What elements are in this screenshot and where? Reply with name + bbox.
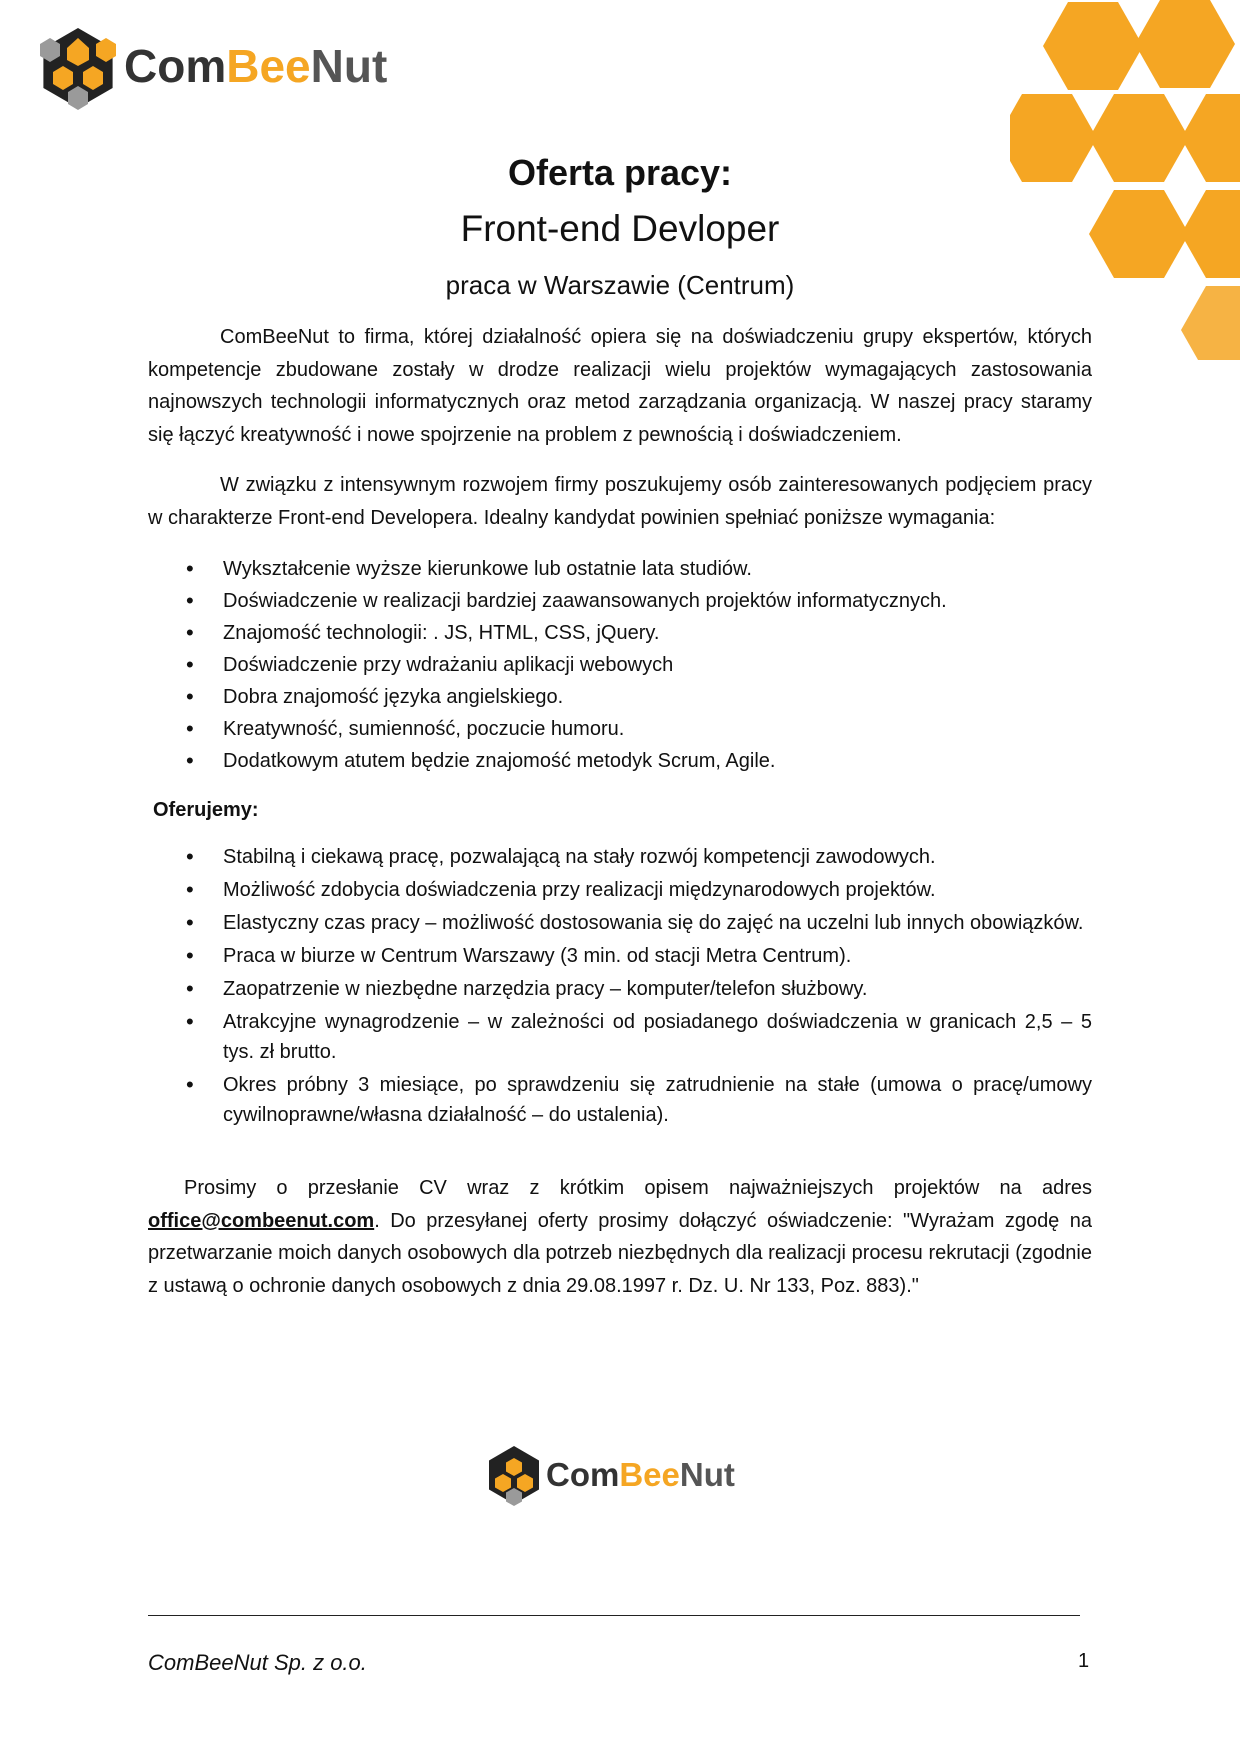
company-logo-bottom xyxy=(484,1440,756,1510)
list-item: • Elastyczny czas pracy – możliwość dostosowania się do zajęć na uczelni lub innych obowiązków. xyxy=(148,908,1092,938)
page-title: Oferta pracy: xyxy=(507,152,733,193)
list-item: • Dobra znajomość języka angielskiego. xyxy=(148,682,1092,712)
list-item: • Zaopatrzenie w niezbędne narzędzia pracy – komputer/telefon służbowy. xyxy=(148,974,1092,1004)
list-item: • Atrakcyjne wynagrodzenie – w zależności od posiadanego doświadczenia w granicach 2,5 – 5 tys. zł brutto. xyxy=(148,1007,1092,1067)
page-number: 1 xyxy=(1078,1650,1090,1672)
list-item: • Doświadczenie w realizacji bardziej zaawansowanych projektów informatycznych. xyxy=(148,586,1092,616)
logo-text-com: Com xyxy=(546,1456,620,1493)
list-item: • Kreatywność, sumienność, poczucie humoru. xyxy=(148,714,1092,744)
closing-paragraph xyxy=(148,1172,1092,1302)
list-item: • Dodatkowym atutem będzie znajomość metodyk Scrum, Agile. xyxy=(148,746,1092,776)
logo-text-bee: Bee xyxy=(226,40,311,92)
list-item: • Okres próbny 3 miesiące, po sprawdzeniu się zatrudnienie na stałe (umowa o pracę/umowy cywilnoprawne/własna działalność – do ustalenia). xyxy=(148,1070,1092,1130)
offer-heading: Oferujemy: xyxy=(153,799,259,821)
list-item: • Znajomość technologii: . JS, HTML, CSS, jQuery. xyxy=(148,618,1092,648)
title-block xyxy=(148,148,1092,308)
job-title: Front-end Devloper xyxy=(460,208,780,249)
email-link[interactable]: office@combeenut.com xyxy=(148,1209,375,1232)
list-item: • Stabilną i ciekawą pracę, pozwalającą na stały rozwój kompetencji zawodowych. xyxy=(148,842,1092,872)
logo-text-nut: Nut xyxy=(310,40,388,92)
logo-text-com: Com xyxy=(124,40,227,92)
company-logo-top xyxy=(36,20,416,116)
closing-text-start: Prosimy o przesłanie CV wraz z krótkim opisem najważniejszych projektów na adres xyxy=(184,1177,1092,1199)
offer-list xyxy=(148,842,1092,1130)
intro-paragraph: ComBeeNut to firma, której działalność opiera się na doświadczeniu grupy ekspertów, których kompetencje zbudowane zostały w drodze realizacji wielu projektów wymagających zastosowania najnowszych technologii informatycznych oraz metod zarządzania organizacją. W naszej pracy staramy się łączyć kreatywność i nowe spojrzenie na problem z pewnością i doświadczeniem. xyxy=(148,326,1092,446)
svg-text:ComBeeNut xyxy=(546,1456,735,1493)
list-item: • Praca w biurze w Centrum Warszawy (3 min. od stacji Metra Centrum). xyxy=(148,941,1092,971)
list-item: • Możliwość zdobycia doświadczenia przy realizacji międzynarodowych projektów. xyxy=(148,875,1092,905)
closing-text-end: . Do przesyłanej oferty prosimy dołączyć oświadczenie: "Wyrażam zgodę na przetwarzanie moich danych osobowych dla potrzeb niezbędnych dla realizacji procesu rekrutacji (zgodnie z ustawą o ochronie danych osobowych z dnia 29.08.1997 r. Dz. U. Nr 133, Poz. 883)." xyxy=(148,1209,1092,1297)
document-body xyxy=(148,321,1092,1302)
footer-divider xyxy=(148,1615,1080,1616)
logo-text-bee: Bee xyxy=(619,1456,680,1493)
list-item: • Wykształcenie wyższe kierunkowe lub ostatnie lata studiów. xyxy=(148,554,1092,584)
svg-text:ComBeeNut xyxy=(124,40,387,92)
footer-company: ComBeeNut Sp. z o.o. xyxy=(148,1650,367,1675)
logo-text-nut: Nut xyxy=(679,1456,735,1493)
requirements-list xyxy=(148,554,1092,776)
requirements-intro-paragraph: W związku z intensywnym rozwojem firmy poszukujemy osób zainteresowanych podjęciem pracy w charakterze Front-end Developera. Idealny kandydat powinien spełniać poniższe wymagania: xyxy=(148,474,1092,529)
job-location: praca w Warszawie (Centrum) xyxy=(445,270,795,300)
list-item: • Doświadczenie przy wdrażaniu aplikacji webowych xyxy=(148,650,1092,680)
